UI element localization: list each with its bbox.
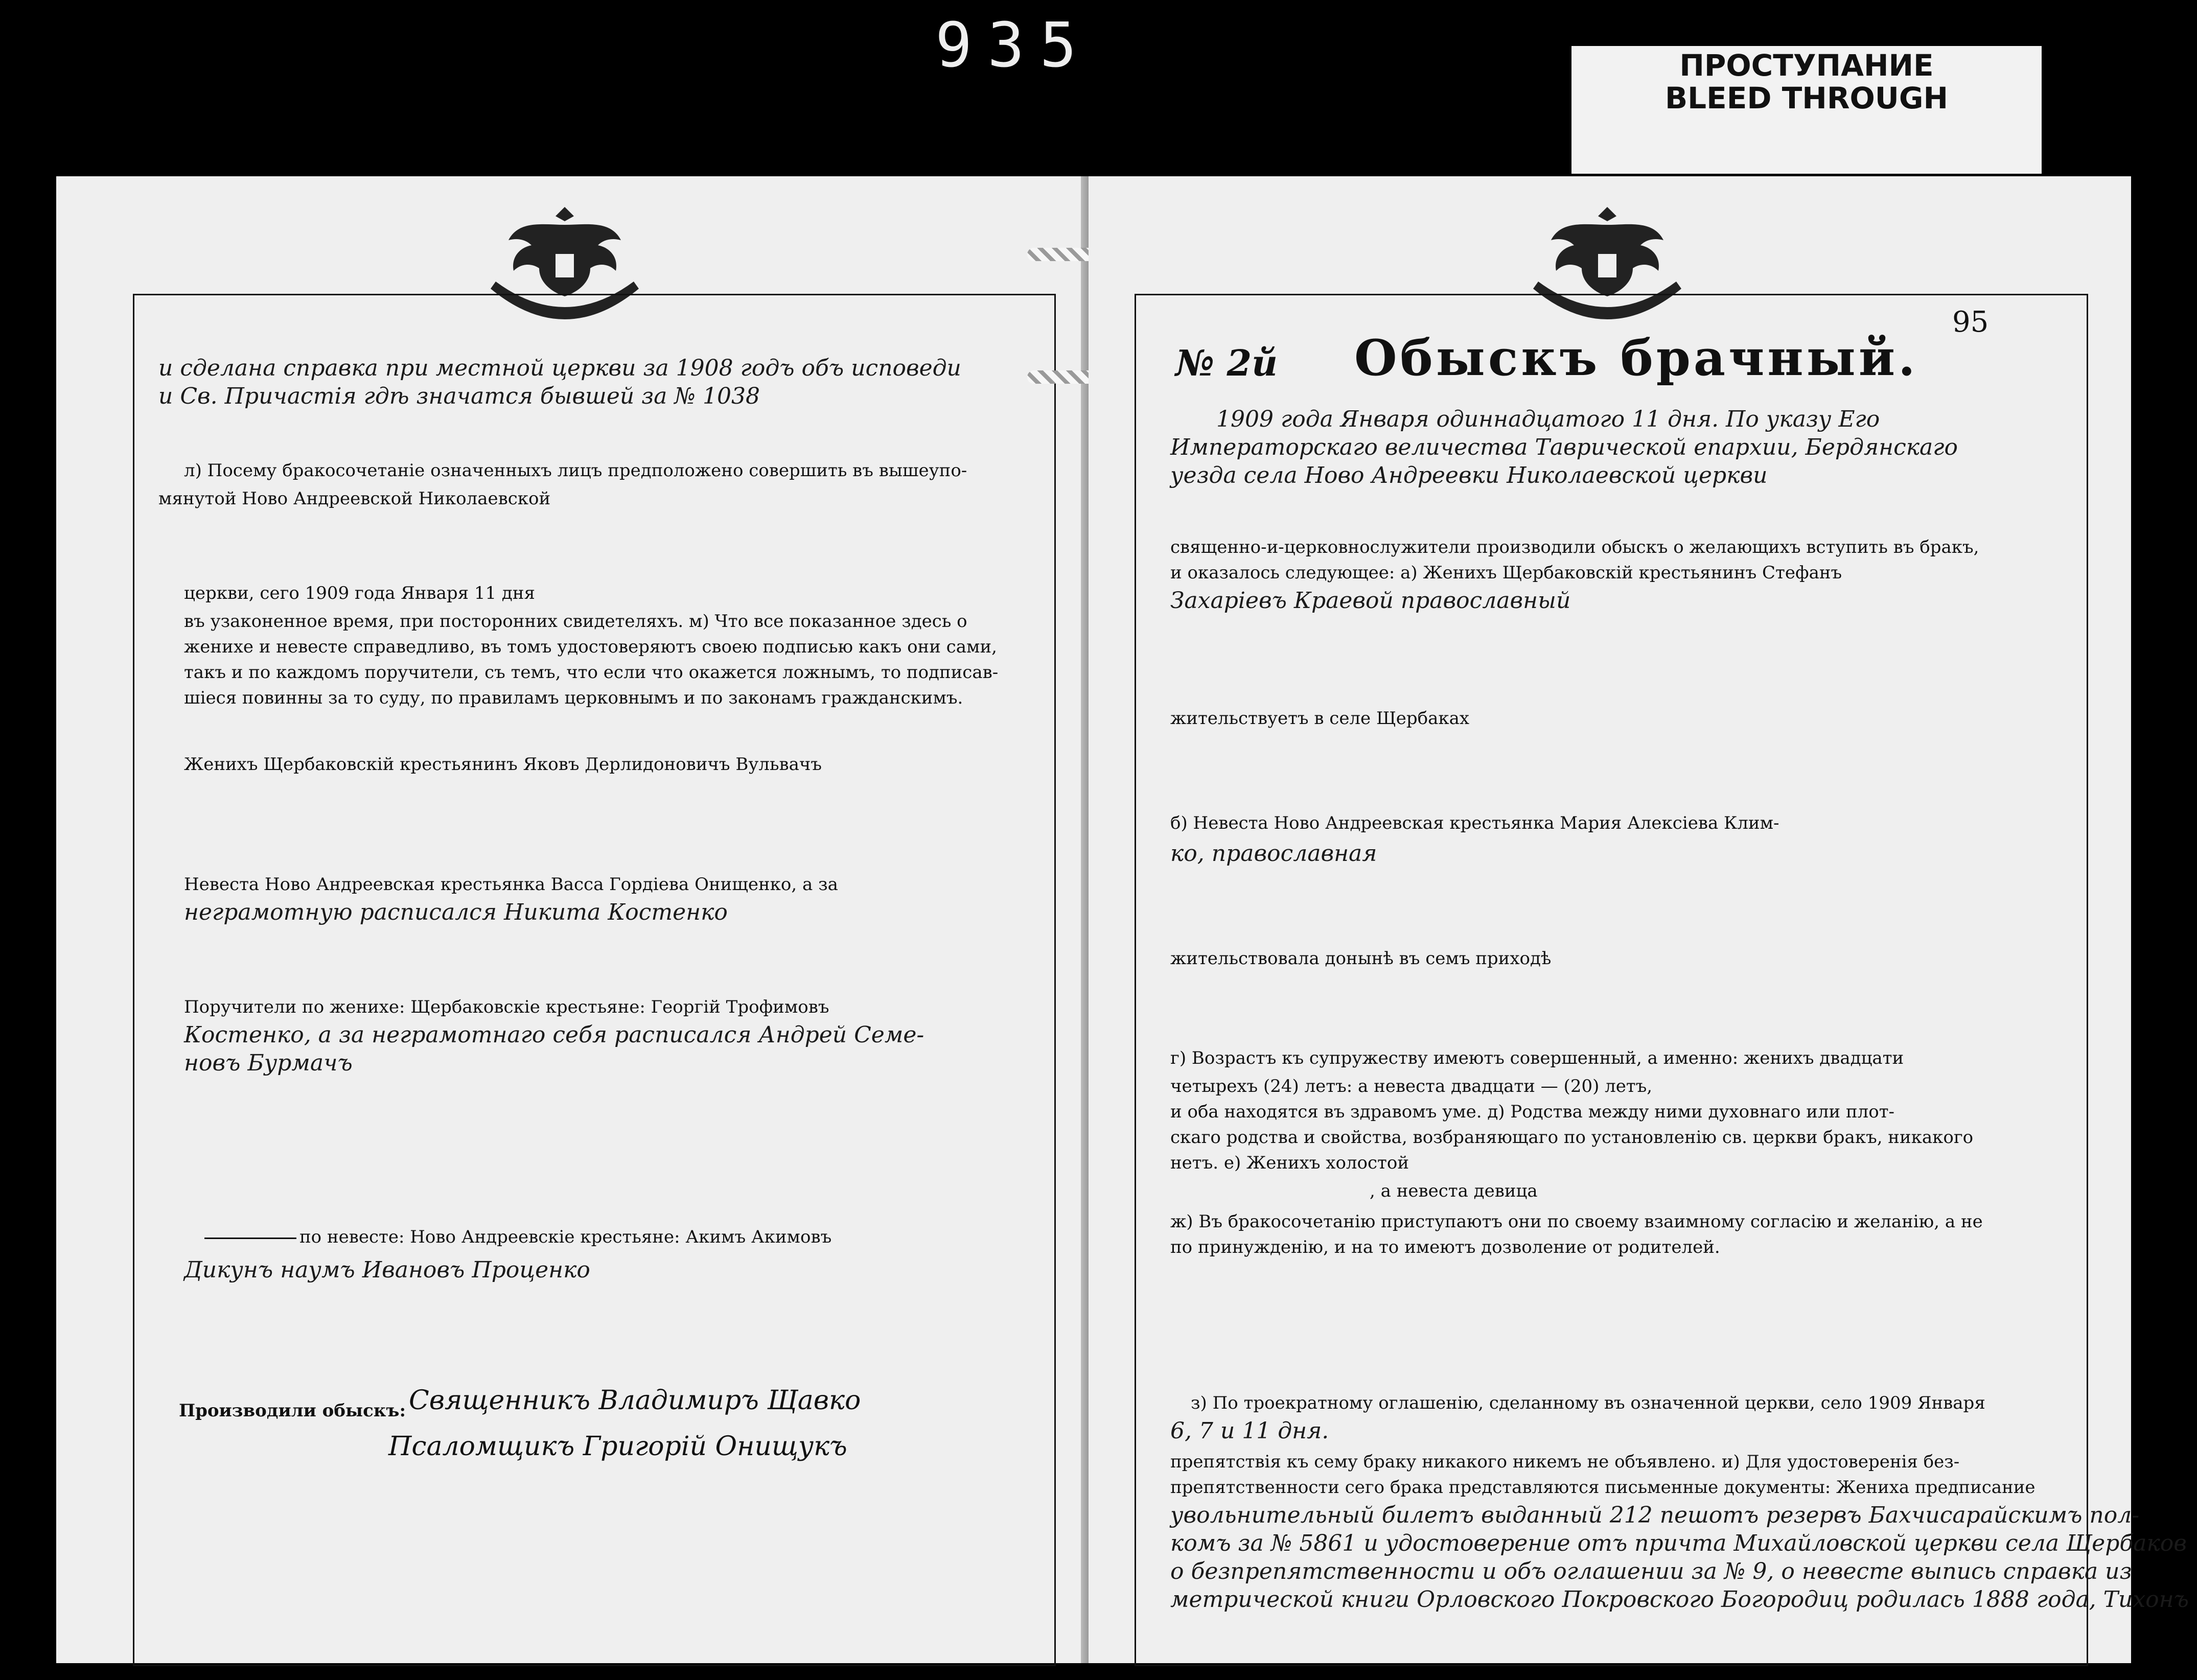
right-line: о безпрепятственности и объ оглашении за № 9, о невесте выпись справка из [1170, 1558, 2132, 1584]
left-line: л) Посему бракосочетанiе означенныхъ лицъ предположено совершить въ вышеупо- [184, 460, 967, 481]
right-line: 6, 7 и 11 дня. [1170, 1418, 1329, 1444]
left-line: Поручители по женихе: Щербаковскiе крестьяне: Георгiй Трофимовъ [184, 997, 829, 1017]
frame-number: 935 [935, 10, 1092, 81]
right-line: 1909 года Января одиннадцатого 11 дня. По указу Его [1216, 406, 1880, 432]
bleed-label-ru: ПРОСТУПАНИЕ [1679, 48, 1934, 83]
right-line: препятственности сего брака представляются письменные документы: Жениха предписание [1170, 1477, 2036, 1498]
right-line: и оказалось следующее: а) Женихъ Щербаковскiй крестьянинъ Стефанъ [1170, 563, 1842, 583]
right-line: скаго родства и свойства, возбраняющаго по установленiю св. церкви бракъ, никакого [1170, 1127, 1974, 1148]
right-line: з) По троекратному оглашенiю, сделанному въ означенной церкви, село 1909 Января [1191, 1393, 1985, 1413]
left-page [56, 176, 1094, 1663]
right-line: жительствовала донынѣ въ семъ приходѣ [1170, 948, 1552, 969]
left-line: Женихъ Щербаковскiй крестьянинъ Яковъ Дерлидоновичъ Вульвачъ [184, 754, 822, 775]
right-line: ж) Въ бракосочетанiю приступаютъ они по своему взаимному согласiю и желанiю, а не [1170, 1211, 1983, 1232]
bleed-through-label [1571, 46, 2042, 174]
right-line: ко, православная [1170, 841, 1377, 867]
priest-signature: Священникъ Владимиръ Щавко [409, 1385, 861, 1416]
left-line: мянутой Ново Андреевской Николаевской [158, 488, 551, 509]
right-line: священно-и-церковнослужители производили обыскъ о желающихъ вступить въ бракъ, [1170, 537, 1979, 557]
right-line: Захарiевъ Краевой православный [1170, 588, 1571, 614]
bleed-label-en: BLEED THROUGH [1664, 81, 1949, 115]
right-line: метрической книги Орловского Покровского Богородиц родилась 1888 года, Тихонъ [1170, 1586, 2189, 1613]
right-line: , а невеста девица [1370, 1181, 1538, 1201]
right-line: жительствуетъ в селе Щербаках [1170, 708, 1470, 729]
left-line: въ узаконенное время, при посторонних свидетеляхъ. м) Что все показанное здесь о [184, 611, 967, 632]
right-line: нетъ. е) Женихъ холостой [1170, 1153, 1409, 1173]
right-line: четырехъ (24) летъ: а невеста двадцати — (20) летъ, [1170, 1076, 1653, 1096]
left-line: такъ и по каждомъ поручители, съ темъ, что если что окажется ложнымъ, то подписав- [184, 662, 999, 683]
right-line: б) Невеста Ново Андреевская крестьянка Мария Алексiева Клим- [1170, 813, 1779, 833]
left-line: и сделана справка при местной церкви за 1908 годъ объ исповеди [158, 355, 961, 381]
left-line: новъ Бурмачъ [184, 1050, 353, 1076]
psalmist-signature: Псаломщикъ Григорiй Онищукъ [388, 1431, 847, 1462]
left-line: и Св. Причастiя гдѣ значатся бывшей за № 1038 [158, 383, 760, 409]
right-line: увольнительный билетъ выданный 212 пешотъ резервъ Бахчисарайскимъ пол- [1170, 1502, 2140, 1528]
right-line: Императорскаго величества Таврической епархии, Бердянскаго [1170, 434, 1958, 460]
open-register-book [56, 176, 2189, 1663]
left-line: женихе и невесте справедливо, въ томъ удостоверяютъ своею подписью какъ они сами, [184, 637, 997, 657]
right-line: уезда села Ново Андреевки Николаевской церкви [1170, 462, 1768, 488]
record-number: № 2й [1175, 342, 1278, 384]
right-line: препятствiя къ сему браку никакого никемъ не объявлено. и) Для удостоверенiя без- [1170, 1452, 1960, 1472]
document-title: Обыскъ брачный. [1354, 329, 1918, 387]
left-line: неграмотную расписался Никита Костенко [184, 899, 728, 925]
left-line: шiеся повинны за то суду, по правиламъ церковнымъ и по законамъ гражданскимъ. [184, 688, 963, 708]
left-line: по невесте: Ново Андреевскiе крестьяне: Акимъ Акимовъ [204, 1226, 831, 1248]
left-line: Костенко, а за неграмотнаго себя расписался Андрей Семе- [184, 1022, 924, 1048]
search-performed-label: Производили обыскъ: [179, 1401, 406, 1421]
right-line: г) Возрастъ къ супружеству имеютъ совершенный, а именно: женихъ двадцати [1170, 1048, 1904, 1068]
right-page [1089, 176, 2189, 1663]
page-number: 95 [1952, 306, 1989, 339]
right-line: и оба находятся въ здравомъ уме. д) Родства между ними духовнаго или плот- [1170, 1102, 1895, 1122]
left-line: церкви, сего 1909 года Января 11 дня [184, 583, 535, 603]
right-line: комъ за № 5861 и удостоверение отъ причта Михайловской церкви села Щербаков [1170, 1530, 2187, 1556]
left-line: Дикунъ наумъ Ивановъ Проценко [184, 1257, 590, 1283]
left-line: Невеста Ново Андреевская крестьянка Васса Гордiева Онищенко, а за [184, 874, 838, 895]
right-line: по принужденiю, и на то имеютъ дозволение от родителей. [1170, 1237, 1720, 1257]
